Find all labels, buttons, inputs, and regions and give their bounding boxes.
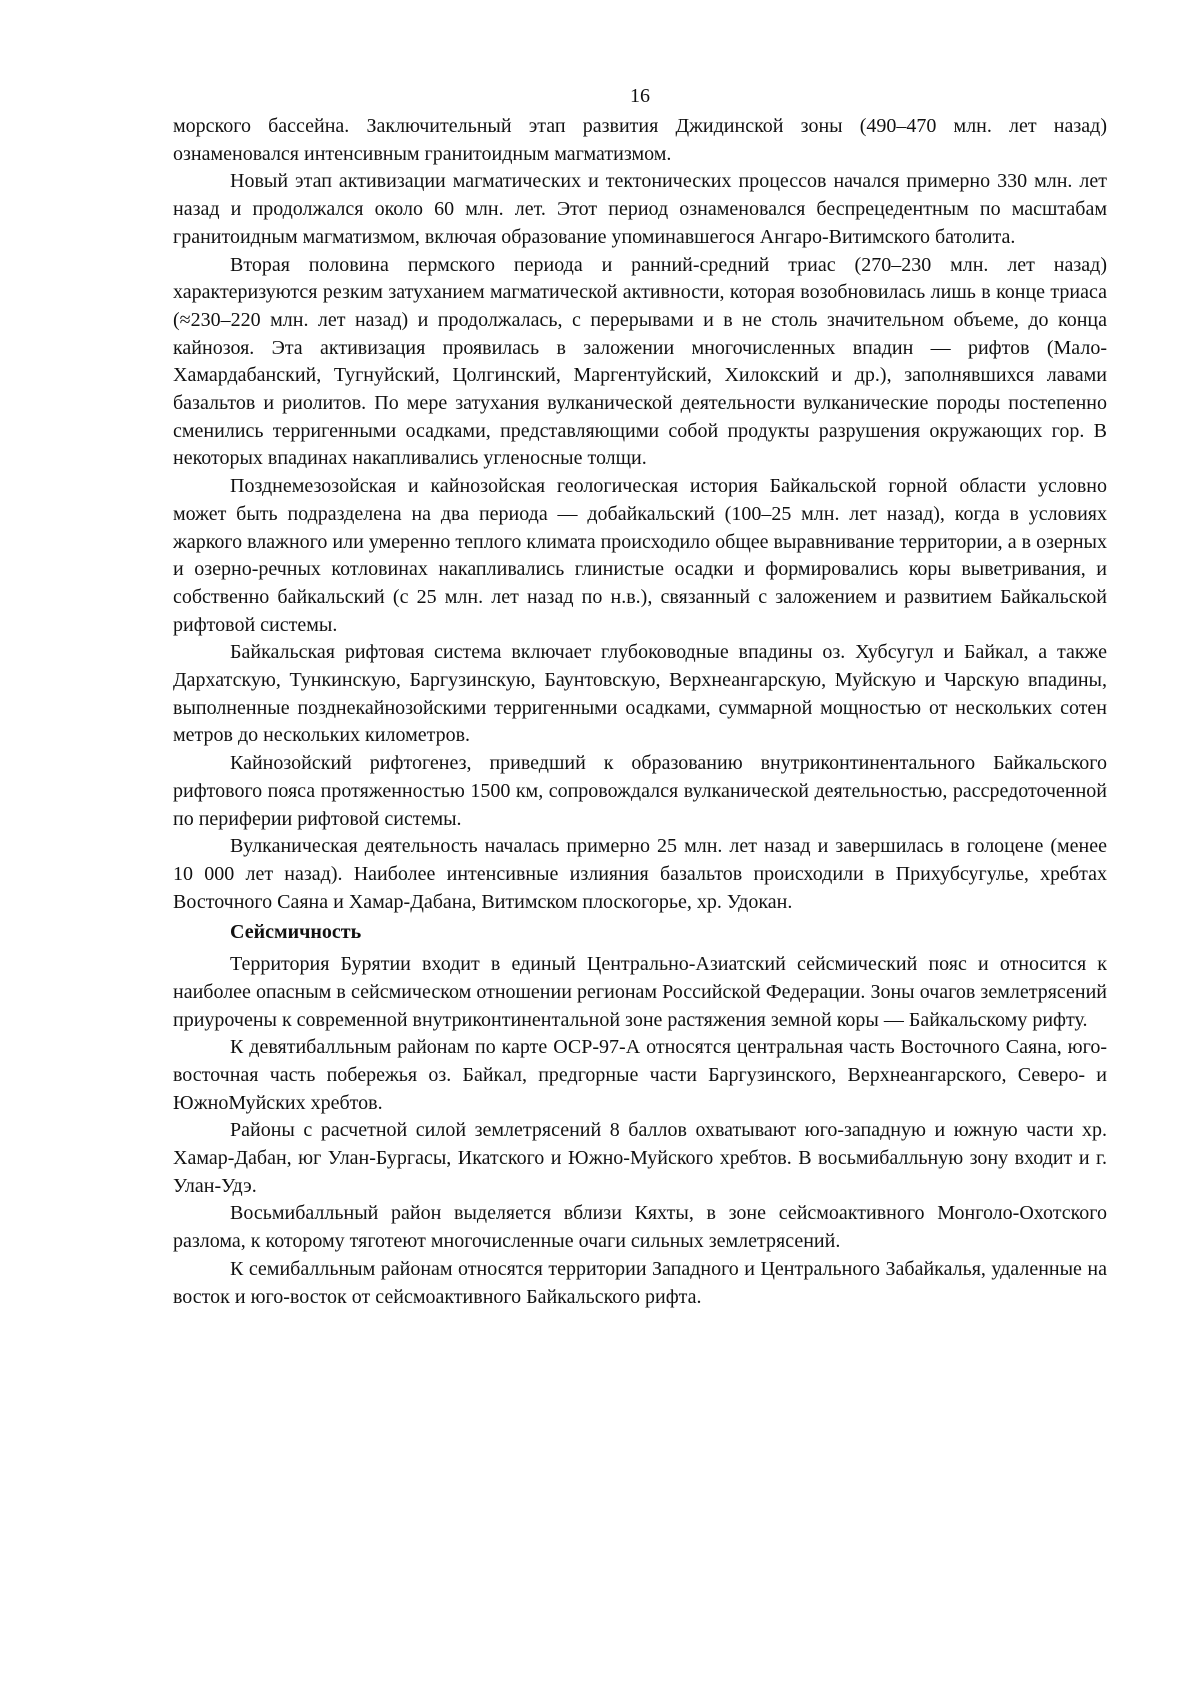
paragraph-5: Байкальская рифтовая система включает глубоководные впадины оз. Хубсугул и Байкал, а также Дархатскую, Тункинскую, Баргузинскую, Баунтовскую, Верхнеангарскую, Муйскую и Чарскую впадины, выполненные позднекайнозойскими терригенными осадками, суммарной мощностью от нескольких сотен метров до нескольких километров. (173, 641, 1107, 747)
paragraph-4: Позднемезозойская и кайнозойская геологическая история Байкальской горной области условно может быть подразделена на два периода — добайкальский (100–25 млн. лет назад), когда в условиях жаркого влажного или умеренно теплого климата происходило общее выравнивание территории, а в озерных и озерно-речных котловинах накапливались глинистые осадки и формировались коры выветривания, и собственно байкальский (с 25 млн. лет назад по н.в.), связанный с заложением и развитием Байкальской рифтовой системы. (173, 475, 1107, 636)
section-paragraph-1: Территория Бурятии входит в единый Центрально-Азиатский сейсмический пояс и относится к наиболее опасным в сейсмическом отношении регионам Российской Федерации. Зоны очагов землетрясений приурочены к современной внутриконтинентальной зоне растяжения земной коры — Байкальскому рифту. (173, 953, 1107, 1031)
paragraph-1: морского бассейна. Заключительный этап развития Джидинской зоны (490–470 млн. лет назад) ознаменовался интенсивным гранитоидным магматизмом. (173, 115, 1107, 165)
paragraph-7: Вулканическая деятельность началась примерно 25 млн. лет назад и завершилась в голоцене (менее 10 000 лет назад). Наиболее интенсивные излияния базальтов происходили в Прихубсугулье, хребтах Восточного Саяна и Хамар-Дабана, Витимском плоскогорье, хр. Удокан. (173, 835, 1107, 913)
page-number: 16 (630, 85, 650, 107)
section-paragraph-2: К девятибалльным районам по карте ОСР-97-А относятся центральная часть Восточного Саяна, юго-восточная часть побережья оз. Байкал, предгорные части Баргузинского, Верхнеангарского, Северо- и ЮжноМуйских хребтов. (173, 1036, 1107, 1114)
section-paragraph-5: К семибалльным районам относятся территории Западного и Центрального Забайкалья, удаленные на восток и юго-восток от сейсмоактивного Байкальского рифта. (173, 1257, 1107, 1308)
section-paragraph-4: Восьмибалльный район выделяется вблизи Кяхты, в зоне сейсмоактивного Монголо-Охотского разлома, к которому тяготеют многочисленные очаги сильных землетрясений. (173, 1202, 1107, 1253)
section-heading: Сейсмичность (230, 921, 362, 944)
paragraph-6: Кайнозойский рифтогенез, приведший к образованию внутриконтинентального Байкальского рифтового пояса протяженностью 1500 км, сопровождался вулканической деятельностью, рассредоточенной по периферии рифтовой системы. (173, 752, 1107, 830)
document-page (173, 82, 1107, 1311)
paragraph-3: Вторая половина пермского периода и ранний-средний триас (270–230 млн. лет назад) характеризуются резким затуханием магматической активности, которая возобновилась лишь в конце триаса (≈230–220 млн. лет назад) и продолжалась, с перерывами и в не столь значительном объеме, до конца кайнозоя. Эта активизация проявилась в заложении многочисленных впадин — рифтов (Мало-Хамардабанский, Тугнуйский, Цолгинский, Маргентуйский, Хилокский и др.), заполнявшихся лавами базальтов и риолитов. По мере затухания вулканической деятельности вулканические породы постепенно сменились терригенными осадками, представляющими собой продукты разрушения окружающих гор. В некоторых впадинах накапливались угленосные толщи. (173, 253, 1107, 470)
section-paragraph-3: Районы с расчетной силой землетрясений 8 баллов охватывают юго-западную и южную части хр. Хамар-Дабан, юг Улан-Бургасы, Икатского и Южно-Муйского хребтов. В восьмибалльную зону входит и г. Улан-Удэ. (173, 1119, 1107, 1197)
paragraph-2: Новый этап активизации магматических и тектонических процессов начался примерно 330 млн. лет назад и продолжался около 60 млн. лет. Этот период ознаменовался беспрецедентным по масштабам гранитоидным магматизмом, включая образование упоминавшегося Ангаро-Витимского батолита. (173, 170, 1107, 248)
